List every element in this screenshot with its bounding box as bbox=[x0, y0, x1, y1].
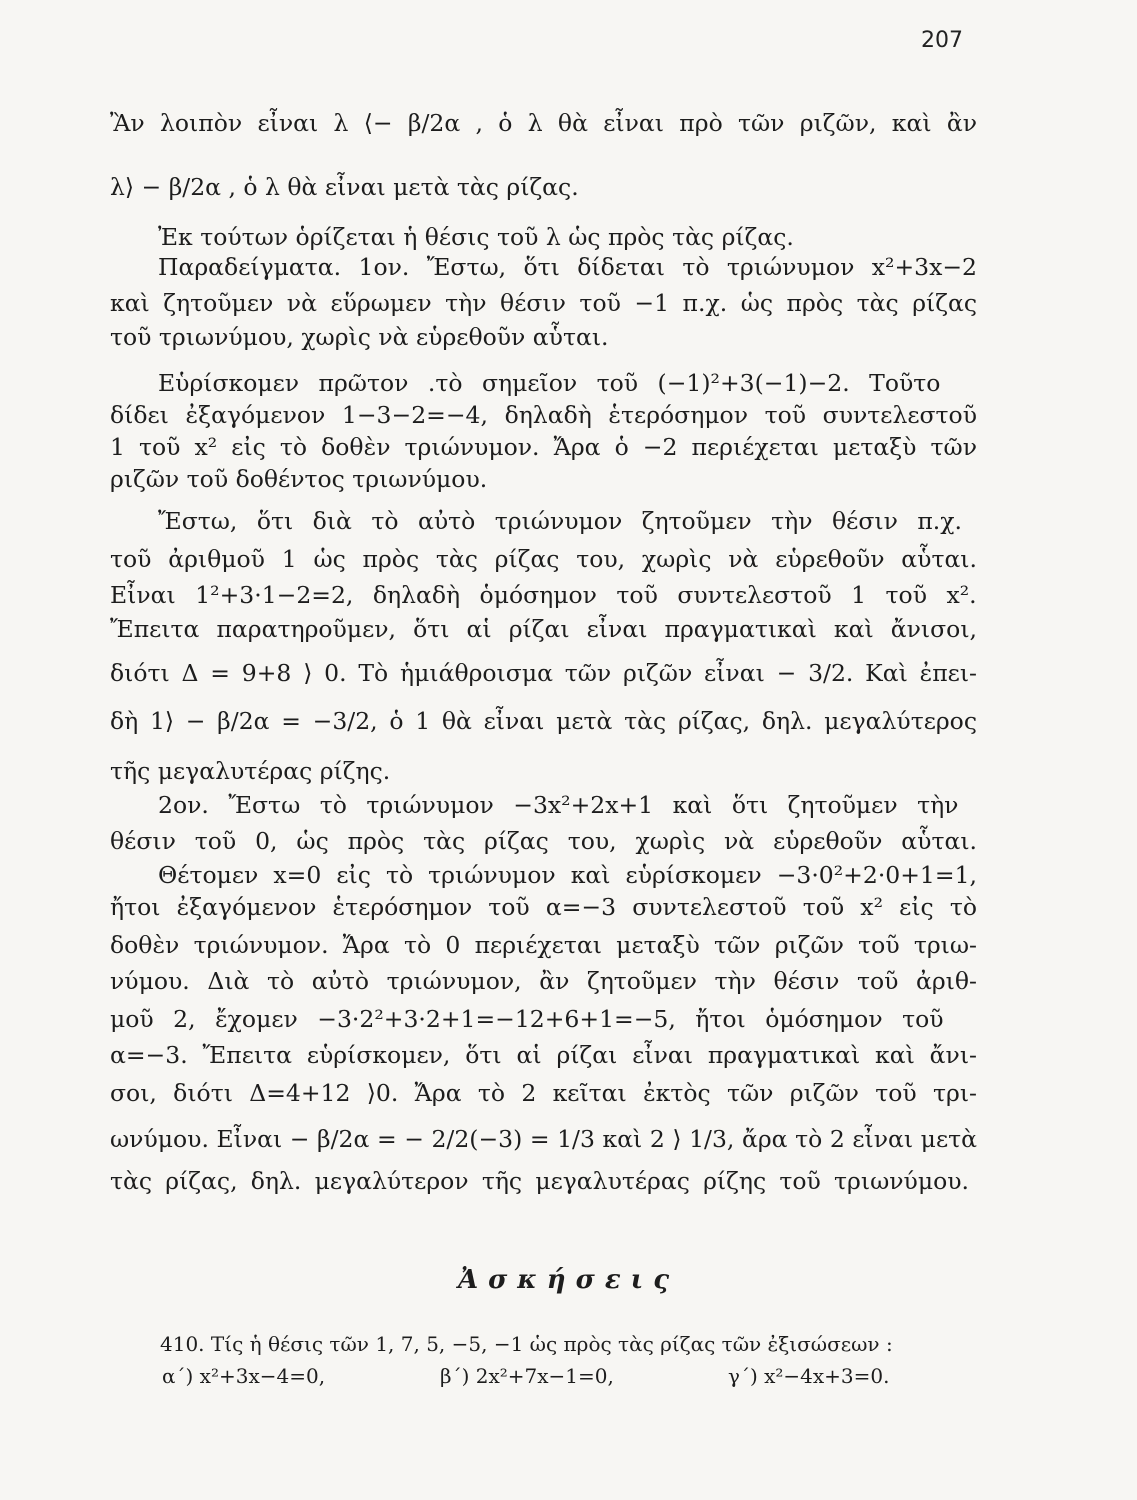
text-line: ἤτοι ἐξαγόμενον ἑτερόσημον τοῦ α=−3 συντελεστοῦ τοῦ x² εἰς τὸ bbox=[110, 893, 977, 921]
text-line: δοθὲν τριώνυμον. Ἄρα τὸ 0 περιέχεται μεταξὺ τῶν ριζῶν τοῦ τριω- bbox=[110, 931, 977, 959]
text-line: νύμου. Διὰ τὸ αὐτὸ τριώνυμον, ἂν ζητοῦμεν τὴν θέσιν τοῦ ἀριθ- bbox=[110, 967, 977, 995]
exercise-410: 410. Τίς ἡ θέσις τῶν 1, 7, 5, −5, −1 ὡς πρὸς τὰς ρίζας τῶν ἐξισώσεων : bbox=[160, 1332, 893, 1356]
text-line: Ἔπειτα παρατηροῦμεν, ὅτι αἱ ρίζαι εἶναι πραγματικαὶ καὶ ἄνισοι, bbox=[110, 615, 977, 643]
text-line: τὰς ρίζας, δηλ. μεγαλύτερον τῆς μεγαλυτέρας ρίζης τοῦ τριωνύμου. bbox=[110, 1167, 969, 1195]
text-line: διότι Δ = 9+8 ⟩ 0. Τὸ ἡμιάθροισμα τῶν ριζῶν εἶναι − 3/2. Καὶ ἐπει- bbox=[110, 659, 977, 687]
text-line: μοῦ 2, ἔχομεν −3·2²+3·2+1=−12+6+1=−5, ἤτοι ὁμόσημον τοῦ bbox=[110, 1005, 944, 1033]
exercises-heading: Ἀσκήσεις bbox=[457, 1265, 680, 1295]
text-line: τοῦ τριωνύμου, χωρὶς νὰ εὑρεθοῦν αὗται. bbox=[110, 323, 609, 351]
text-line: τοῦ ἀριθμοῦ 1 ὡς πρὸς τὰς ρίζας του, χωρὶς νὰ εὑρεθοῦν αὗται. bbox=[110, 545, 977, 573]
equation-b: β΄) 2x²+7x−1=0, bbox=[440, 1364, 614, 1388]
text-line: Ἂν λοιπὸν εἶναι λ ⟨− β/2α , ὁ λ θὰ εἶναι πρὸ τῶν ριζῶν, καὶ ἂν bbox=[110, 109, 977, 137]
text-line: ωνύμου. Εἶναι − β/2α = − 2/2(−3) = 1/3 καὶ 2 ⟩ 1/3, ἄρα τὸ 2 εἶναι μετὰ bbox=[110, 1125, 977, 1153]
text-line: 1 τοῦ x² εἰς τὸ δοθὲν τριώνυμον. Ἄρα ὁ −2 περιέχεται μεταξὺ τῶν bbox=[110, 433, 977, 461]
text-line: λ⟩ − β/2α , ὁ λ θὰ εἶναι μετὰ τὰς ρίζας. bbox=[110, 173, 579, 201]
text-line: καὶ ζητοῦμεν νὰ εὕρωμεν τὴν θέσιν τοῦ −1 π.χ. ὡς πρὸς τὰς ρίζας bbox=[110, 289, 977, 317]
text-line: δίδει ἐξαγόμενον 1−3−2=−4, δηλαδὴ ἑτερόσημον τοῦ συντελεστοῦ bbox=[110, 401, 977, 429]
text-line: σοι, διότι Δ=4+12 ⟩0. Ἄρα τὸ 2 κεῖται ἐκτὸς τῶν ριζῶν τοῦ τρι- bbox=[110, 1079, 977, 1107]
page-number: 207 bbox=[921, 28, 963, 53]
text-line: Παραδείγματα. 1ον. Ἔστω, ὅτι δίδεται τὸ τριώνυμον x²+3x−2 bbox=[158, 253, 977, 281]
text-line: Εἶναι 1²+3·1−2=2, δηλαδὴ ὁμόσημον τοῦ συντελεστοῦ 1 τοῦ x². bbox=[110, 581, 977, 609]
text-line: δὴ 1⟩ − β/2α = −3/2, ὁ 1 θὰ εἶναι μετὰ τὰς ρίζας, δηλ. μεγαλύτερος bbox=[110, 707, 977, 735]
text-line: Θέτομεν x=0 εἰς τὸ τριώνυμον καὶ εὑρίσκομεν −3·0²+2·0+1=1, bbox=[158, 861, 977, 889]
text-line: Ἔστω, ὅτι διὰ τὸ αὐτὸ τριώνυμον ζητοῦμεν τὴν θέσιν π.χ. bbox=[158, 507, 962, 535]
text-line: Εὑρίσκομεν πρῶτον .τὸ σημεῖον τοῦ (−1)²+3(−1)−2. Τοῦτο bbox=[158, 369, 941, 397]
equation-c: γ΄) x²−4x+3=0. bbox=[728, 1364, 890, 1388]
text-line: ριζῶν τοῦ δοθέντος τριωνύμου. bbox=[110, 465, 488, 493]
text-line: θέσιν τοῦ 0, ὡς πρὸς τὰς ρίζας του, χωρὶς νὰ εὑρεθοῦν αὗται. bbox=[110, 827, 977, 855]
text-line: Ἐκ τούτων ὁρίζεται ἡ θέσις τοῦ λ ὡς πρὸς τὰς ρίζας. bbox=[158, 223, 794, 251]
text-line: 2ον. Ἔστω τὸ τριώνυμον −3x²+2x+1 καὶ ὅτι ζητοῦμεν τὴν bbox=[158, 791, 959, 819]
text-line: α=−3. Ἔπειτα εὑρίσκομεν, ὅτι αἱ ρίζαι εἶναι πραγματικαὶ καὶ ἄνι- bbox=[110, 1041, 977, 1069]
equation-a: α΄) x²+3x−4=0, bbox=[162, 1364, 326, 1388]
text-line: τῆς μεγαλυτέρας ρίζης. bbox=[110, 757, 391, 785]
